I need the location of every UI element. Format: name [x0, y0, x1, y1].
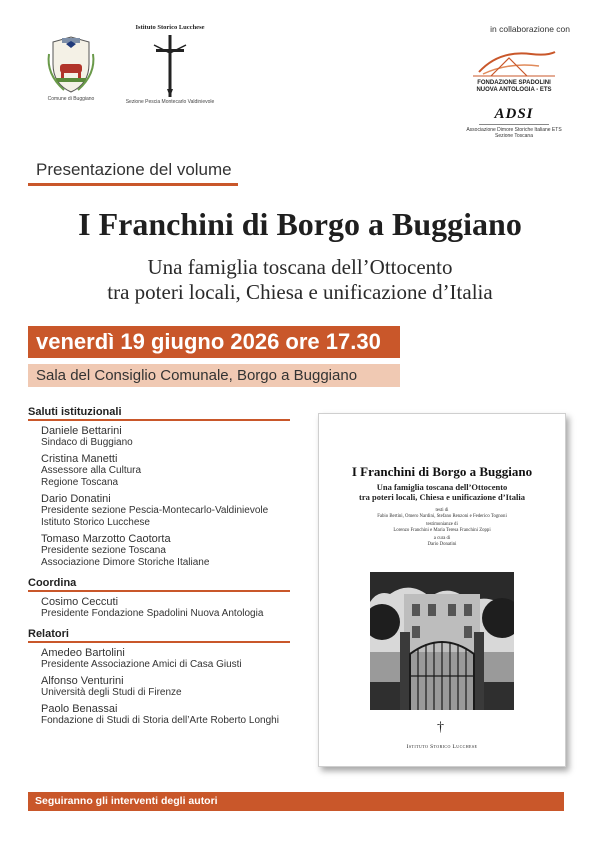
book-authors: Fabio Bertini, Omero Nardini, Stefano Renzoni e Federico Tognoni: [377, 514, 507, 519]
speaker-name: Alfonso Venturini: [41, 675, 124, 687]
speaker-name: Amedeo Bartolini: [41, 647, 125, 659]
subtitle-line-2: tra poteri locali, Chiesa e unificazione d’Italia: [107, 280, 493, 304]
speaker-role: Fondazione di Studi di Storia dell’Arte Roberto Longhi: [41, 715, 279, 726]
section-heading: Coordina: [28, 577, 77, 589]
presentation-underline: [28, 183, 238, 186]
adsi-name: Associazione Dimore Storiche Italiane ETS: [466, 127, 562, 133]
fondazione-spadolini-logo: [466, 46, 562, 94]
speaker-role: Università degli Studi di Firenze: [41, 687, 182, 698]
spadolini-subname: NUOVA ANTOLOGIA - ETS: [476, 87, 552, 93]
villa-gate-photo: [370, 572, 514, 710]
speaker-name: Cristina Manetti: [41, 453, 118, 465]
section-saluti: [28, 406, 290, 569]
speaker-name: Daniele Bettarini: [41, 425, 122, 437]
speaker-role: Assessore alla Cultura: [41, 465, 142, 476]
event-subtitle: [0, 255, 600, 305]
cross-emblem-icon: [150, 33, 190, 99]
comune-caption: Comune di Buggiano: [47, 96, 95, 102]
book-editor-label: a cura di: [433, 536, 451, 541]
book-subtitle: [319, 482, 565, 502]
speaker: [41, 703, 290, 727]
speaker-role: Sindaco di Buggiano: [41, 437, 133, 448]
speaker: [41, 493, 290, 529]
speaker-role: Associazione Dimore Storiche Italiane: [41, 557, 210, 568]
speaker-name: Dario Donatini: [41, 493, 111, 505]
speaker-role: Presidente sezione Toscana: [41, 545, 166, 556]
speaker-role: Presidente sezione Pescia-Montecarlo-Valdinievole: [41, 505, 269, 516]
speaker-name: Tomaso Marzotto Caotorta: [41, 533, 171, 545]
istituto-storico-logo: [122, 24, 218, 105]
comune-crest-icon: [44, 34, 98, 96]
book-subtitle-line-1: Una famiglia toscana dell’Ottocento: [376, 482, 508, 492]
section-rule: [28, 590, 290, 592]
speaker-name: Cosimo Ceccuti: [41, 596, 119, 608]
book-cover: [318, 413, 566, 767]
program-list: [28, 406, 290, 735]
book-cross-icon: †: [437, 720, 444, 735]
speaker-name: Paolo Benassai: [41, 703, 118, 715]
adsi-divider: [479, 124, 549, 125]
speaker-role: Istituto Storico Lucchese: [41, 517, 150, 528]
section-rule: [28, 419, 290, 421]
section-heading: Relatori: [28, 628, 69, 640]
event-date-banner: venerdì 19 giugno 2026 ore 17.30: [28, 326, 400, 358]
comune-buggiano-logo: [44, 34, 98, 102]
book-title: I Franchini di Borgo a Buggiano: [351, 464, 533, 479]
speaker-role: Presidente Associazione Amici di Casa Giusti: [41, 659, 242, 670]
book-subtitle-line-2: tra poteri locali, Chiesa e unificazione d’Italia: [359, 492, 525, 502]
footer-banner: Seguiranno gli interventi degli autori: [28, 792, 564, 811]
subtitle-line-1: Una famiglia toscana dell’Ottocento: [147, 255, 453, 279]
spadolini-emblem-icon: [469, 46, 559, 80]
speaker: [41, 675, 290, 699]
speaker-role: Regione Toscana: [41, 477, 119, 488]
speaker-role: Presidente Fondazione Spadolini Nuova Antologia: [41, 608, 264, 619]
book-witnesses: Lorenzo Franchini e Maria Teresa Franchini Zoppi: [393, 528, 491, 533]
event-title: I Franchini di Borgo a Buggiano: [78, 206, 522, 242]
book-publisher: Istituto Storico Lucchese: [406, 744, 478, 750]
isl-title: Istituto Storico Lucchese: [135, 24, 205, 31]
adsi-section: Sezione Toscana: [495, 133, 533, 139]
spadolini-name: FONDAZIONE SPADOLINI: [477, 80, 551, 86]
speaker: [41, 533, 290, 569]
adsi-logo: [464, 106, 564, 139]
section-heading: Saluti istituzionali: [28, 406, 122, 418]
section-rule: [28, 641, 290, 643]
isl-caption: Sezione Pescia Montecarlo Valdinievole: [125, 99, 215, 105]
event-venue-banner: Sala del Consiglio Comunale, Borgo a Buggiano: [28, 364, 400, 387]
collaboration-label: in collaborazione con: [490, 24, 570, 34]
presentation-label: Presentazione del volume: [36, 160, 232, 179]
adsi-wordmark: ADSI: [494, 106, 534, 122]
section-relatori: [28, 628, 290, 727]
book-testimony-label: testimonianze di: [426, 522, 458, 527]
book-texts-label: testi di: [435, 508, 449, 513]
speaker: [41, 453, 290, 489]
speaker: [41, 596, 290, 620]
book-editor: Dario Donatini: [427, 542, 457, 547]
speaker: [41, 647, 290, 671]
section-coordina: [28, 577, 290, 620]
speaker: [41, 425, 290, 449]
